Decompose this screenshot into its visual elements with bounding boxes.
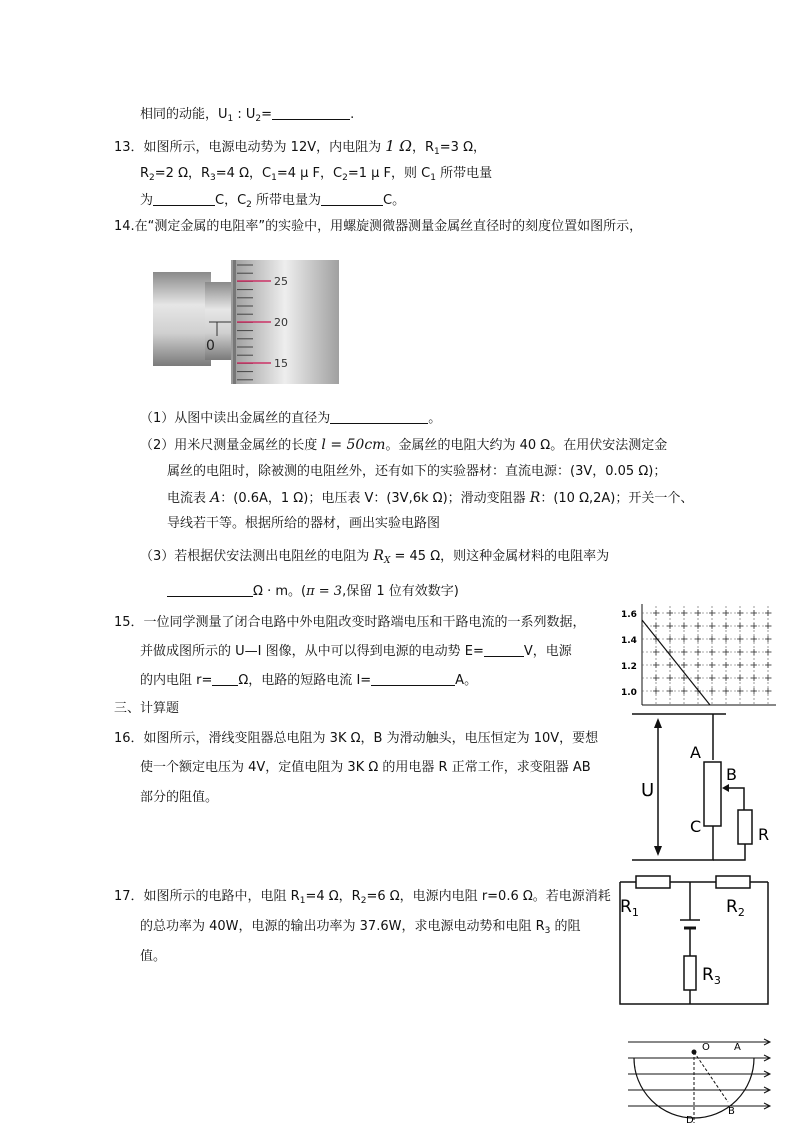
label-b: B <box>728 1106 735 1117</box>
y-tick-label: 1.4 <box>621 636 637 646</box>
answer-blank[interactable] <box>153 192 215 206</box>
rheostat-circuit <box>626 712 776 864</box>
q17-line2: 的总功率为 40W，电源的输出功率为 37.6W，求电源电动势和电阻 $R_3$ 的阻 <box>140 919 581 936</box>
q15-line2: 并做成图所示的 U—I 图像，从中可以得到电源的电动势 E= V，电源 <box>140 644 572 659</box>
q14-part2-line3: 电流表 A：(0.6A，1 Ω)；电压表 V：(3V,6k Ω)；滑动变阻器 R：(10 Ω,2A)；开关一个、 <box>167 490 694 506</box>
q17-line1: 17．如图所示的电路中，电阻 $R_1=4$ Ω，$R_2=6$ Ω，电源内电阻 r=0.6 Ω。若电源消耗 <box>114 889 611 906</box>
r1-label: $R_1$ <box>620 897 639 919</box>
q16-line2: 使一个额定电压为 4V，定值电阻为 3K Ω 的用电器 R 正常工作，求变阻器 AB <box>140 760 591 775</box>
scale-zero-label: 0 <box>206 338 215 354</box>
ui-graph <box>618 602 778 708</box>
q14-part2-line4: 导线若干等。根据所给的器材，画出实验电路图 <box>167 516 441 531</box>
answer-blank[interactable] <box>484 643 524 657</box>
scale-label-25: 25 <box>274 275 288 288</box>
resistor-r-label: R <box>758 825 770 844</box>
q13-line3: 为 C，$C_2$ 所带电量为 C。 <box>140 193 406 210</box>
resistor-r1 <box>636 876 670 888</box>
q14-part1: （1）从图中读出金属丝的直径为 。 <box>140 411 442 426</box>
section-heading: 三、计算题 <box>114 701 180 716</box>
scale-label-20: 20 <box>274 316 288 329</box>
label-a: A <box>734 1042 741 1053</box>
r3-label: $R_3$ <box>702 965 721 987</box>
answer-blank[interactable] <box>212 672 238 686</box>
q14-part3-line2: Ω · m。(π = 3,保留 1 位有效数字) <box>167 583 459 601</box>
voltage-label: U <box>641 780 655 801</box>
y-tick-label: 1.6 <box>621 610 637 620</box>
ui-line <box>642 620 710 705</box>
micrometer-figure <box>153 258 341 386</box>
scale-label-15: 15 <box>274 357 288 370</box>
q14-stem: 14.在“测定金属的电阻率”的实验中，用螺旋测微器测量金属丝直径时的刻度位置如图所示， <box>114 219 643 234</box>
q14-part2-line2: 属丝的电阻时，除被测的电阻丝外，还有如下的实验器材：直流电源：(3V，0.05 Ω)； <box>167 464 667 479</box>
y-tick-label: 1.0 <box>621 688 637 698</box>
resistor-r2 <box>716 876 750 888</box>
q13-line2: $R_2=2$ Ω，$R_3=4$ Ω，$C_1=4$ μ F，$C_2=1$ μ F，则 $C_1$ 所带电量 <box>140 166 493 183</box>
q12-tail: 相同的动能，$U_1$ : $U_2=$ . <box>140 107 355 124</box>
rheostat <box>704 762 721 826</box>
label-o: O <box>702 1042 710 1053</box>
label-d: D <box>686 1115 694 1123</box>
slider-arrow <box>722 784 729 792</box>
answer-blank[interactable] <box>330 410 428 424</box>
q14-part2-line1: （2）用米尺测量金属丝的长度 l = 50cm。金属丝的电阻大约为 40 Ω。在用伏安法测定金 <box>140 437 668 453</box>
q16-line1: 16．如图所示，滑线变阻器总电阻为 3K Ω，B 为滑动触头，电压恒定为 10V，要想 <box>114 731 599 746</box>
answer-blank[interactable] <box>272 106 350 120</box>
field-semicircle-figure <box>624 1030 774 1123</box>
q15-line1: 15．一位同学测量了闭合电路中外电阻改变时路端电压和干路电流的一系列数据， <box>114 615 586 630</box>
load-resistor <box>738 810 752 844</box>
q17-line3: 值。 <box>140 949 167 964</box>
slider-b-label: B <box>726 765 737 784</box>
terminal-a-label: A <box>690 743 701 762</box>
q13-line1: 13．如图所示，电源电动势为 12V，内电阻为 1 Ω，$R_1=3$ Ω， <box>114 137 487 157</box>
q15-line3: 的内电阻 r= Ω，电路的短路电流 I= A。 <box>140 673 478 688</box>
resistor-r3 <box>684 956 696 990</box>
q14-part3-line1: （3）若根据伏安法测出电阻丝的电阻为 $R_X = 45$ Ω，则这种金属材料的电阻率为 <box>140 548 610 566</box>
point-o <box>692 1050 697 1055</box>
y-tick-label: 1.2 <box>621 662 637 672</box>
terminal-c-label: C <box>690 817 702 836</box>
q16-line3: 部分的阻值。 <box>140 790 219 805</box>
anvil <box>153 272 211 366</box>
r2-label: $R_2$ <box>726 897 745 919</box>
answer-blank[interactable] <box>321 192 383 206</box>
answer-blank[interactable] <box>371 672 455 686</box>
r1-r2-r3-circuit <box>616 872 774 1006</box>
answer-blank[interactable] <box>167 583 253 597</box>
